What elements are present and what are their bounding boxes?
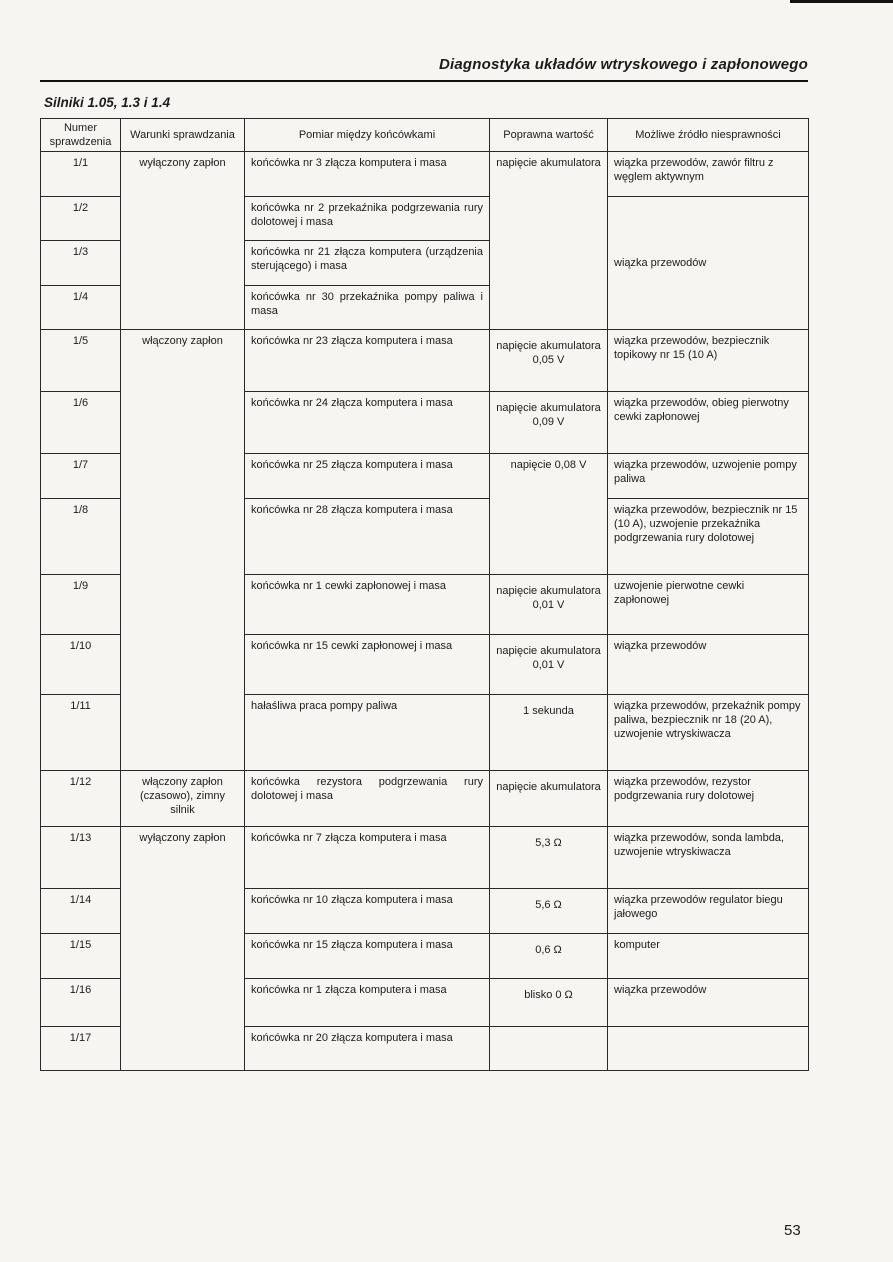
row-number: 1/11 xyxy=(41,695,121,771)
value-cell: 5,6 Ω xyxy=(490,889,608,934)
measurement-cell: końcówka nr 23 złącza komputera i masa xyxy=(245,330,490,392)
source-cell: wiązka przewodów, przekaźnik pompy paliwa, bezpiecznik nr 18 (20 A), uzwojenie wtryskiwacza xyxy=(608,695,809,771)
source-cell: wiązka przewodów, sonda lambda, uzwojenie wtryskiwacza xyxy=(608,827,809,889)
source-cell: wiązka przewodów xyxy=(608,979,809,1027)
value-cell: 5,3 Ω xyxy=(490,827,608,889)
header-meas: Pomiar między końcówkami xyxy=(245,119,490,152)
measurement-cell: końcówka nr 28 złącza komputera i masa xyxy=(245,499,490,575)
row-number: 1/1 xyxy=(41,152,121,197)
value-cell: napięcie akumulatora 0,05 V xyxy=(490,330,608,392)
top-edge-rule xyxy=(790,0,893,3)
measurement-cell: końcówka nr 1 złącza komputera i masa xyxy=(245,979,490,1027)
measurement-cell: końcówka nr 1 cewki zapłonowej i masa xyxy=(245,575,490,635)
measurement-cell: końcówka nr 24 złącza komputera i masa xyxy=(245,392,490,454)
row-number: 1/5 xyxy=(41,330,121,392)
row-number: 1/13 xyxy=(41,827,121,889)
source-cell: wiązka przewodów, zawór filtru z węglem aktywnym xyxy=(608,152,809,197)
header-num: Numer sprawdzenia xyxy=(41,119,121,152)
condition-cell: wyłączony zapłon xyxy=(121,827,245,1071)
source-cell: wiązka przewodów, bezpiecznik topikowy nr 15 (10 A) xyxy=(608,330,809,392)
source-cell: wiązka przewodów, bezpiecznik nr 15 (10 A), uzwojenie przekaźnika podgrzewania rury dolotowej xyxy=(608,499,809,575)
measurement-cell: końcówka nr 15 cewki zapłonowej i masa xyxy=(245,635,490,695)
table-row xyxy=(41,827,809,889)
source-cell: wiązka przewodów regulator biegu jałowego xyxy=(608,889,809,934)
header-val: Poprawna wartość xyxy=(490,119,608,152)
measurement-cell: końcówka nr 30 przekaźnika pompy paliwa i masa xyxy=(245,286,490,330)
condition-cell: włączony zapłon xyxy=(121,330,245,771)
measurement-cell: hałaśliwa praca pompy paliwa xyxy=(245,695,490,771)
source-cell: wiązka przewodów, rezystor podgrzewania rury dolotowej xyxy=(608,771,809,827)
row-number: 1/6 xyxy=(41,392,121,454)
row-number: 1/7 xyxy=(41,454,121,499)
measurement-cell: końcówka nr 20 złącza komputera i masa xyxy=(245,1027,490,1071)
measurement-cell: końcówka nr 21 złącza komputera (urządzenia sterującego) i masa xyxy=(245,241,490,286)
value-cell: napięcie akumulatora xyxy=(490,771,608,827)
measurement-cell: końcówka nr 10 złącza komputera i masa xyxy=(245,889,490,934)
row-number: 1/14 xyxy=(41,889,121,934)
measurement-cell: końcówka nr 15 złącza komputera i masa xyxy=(245,934,490,979)
value-cell: napięcie akumulatora 0,01 V xyxy=(490,575,608,635)
source-cell: komputer xyxy=(608,934,809,979)
header-title: Diagnostyka układów wtryskowego i zapłonowego xyxy=(438,56,808,73)
measurement-cell: końcówka nr 2 przekaźnika podgrzewania rury dolotowej i masa xyxy=(245,197,490,241)
value-cell: napięcie akumulatora 0,09 V xyxy=(490,392,608,454)
measurement-cell: końcówka nr 7 złącza komputera i masa xyxy=(245,827,490,889)
diagnostic-table xyxy=(40,118,809,1071)
value-cell: napięcie 0,08 V xyxy=(490,454,608,575)
table-header-row xyxy=(41,119,809,152)
measurement-cell: końcówka nr 3 złącza komputera i masa xyxy=(245,152,490,197)
condition-cell: wyłączony zapłon xyxy=(121,152,245,330)
measurement-cell: końcówka rezystora podgrzewania rury dolotowej i masa xyxy=(245,771,490,827)
value-cell: 1 sekunda xyxy=(490,695,608,771)
source-cell: wiązka przewodów xyxy=(608,197,809,330)
row-number: 1/8 xyxy=(41,499,121,575)
row-number: 1/15 xyxy=(41,934,121,979)
row-number: 1/16 xyxy=(41,979,121,1027)
measurement-cell: końcówka nr 25 złącza komputera i masa xyxy=(245,454,490,499)
row-number: 1/9 xyxy=(41,575,121,635)
row-number: 1/2 xyxy=(41,197,121,241)
section-title: Silniki 1.05, 1.3 i 1.4 xyxy=(44,95,171,110)
page-number: 53 xyxy=(784,1222,801,1239)
value-cell: blisko 0 Ω xyxy=(490,979,608,1027)
value-cell: 0,6 Ω xyxy=(490,934,608,979)
row-number: 1/12 xyxy=(41,771,121,827)
table-row xyxy=(41,152,809,197)
table-row xyxy=(41,771,809,827)
value-cell xyxy=(490,1027,608,1071)
value-cell: napięcie akumulatora xyxy=(490,152,608,330)
header-cond: Warunki sprawdzania xyxy=(121,119,245,152)
table-row xyxy=(41,330,809,392)
row-number: 1/17 xyxy=(41,1027,121,1071)
source-cell xyxy=(608,1027,809,1071)
source-cell: wiązka przewodów, uzwojenie pompy paliwa xyxy=(608,454,809,499)
row-number: 1/10 xyxy=(41,635,121,695)
source-cell: wiązka przewodów xyxy=(608,635,809,695)
value-cell: napięcie akumulatora 0,01 V xyxy=(490,635,608,695)
source-cell: uzwojenie pierwotne cewki zapłonowej xyxy=(608,575,809,635)
header-src: Możliwe źródło niesprawności xyxy=(608,119,809,152)
condition-cell: włączony zapłon (czasowo), zimny silnik xyxy=(121,771,245,827)
page-header xyxy=(40,54,808,82)
source-cell: wiązka przewodów, obieg pierwotny cewki zapłonowej xyxy=(608,392,809,454)
row-number: 1/4 xyxy=(41,286,121,330)
row-number: 1/3 xyxy=(41,241,121,286)
